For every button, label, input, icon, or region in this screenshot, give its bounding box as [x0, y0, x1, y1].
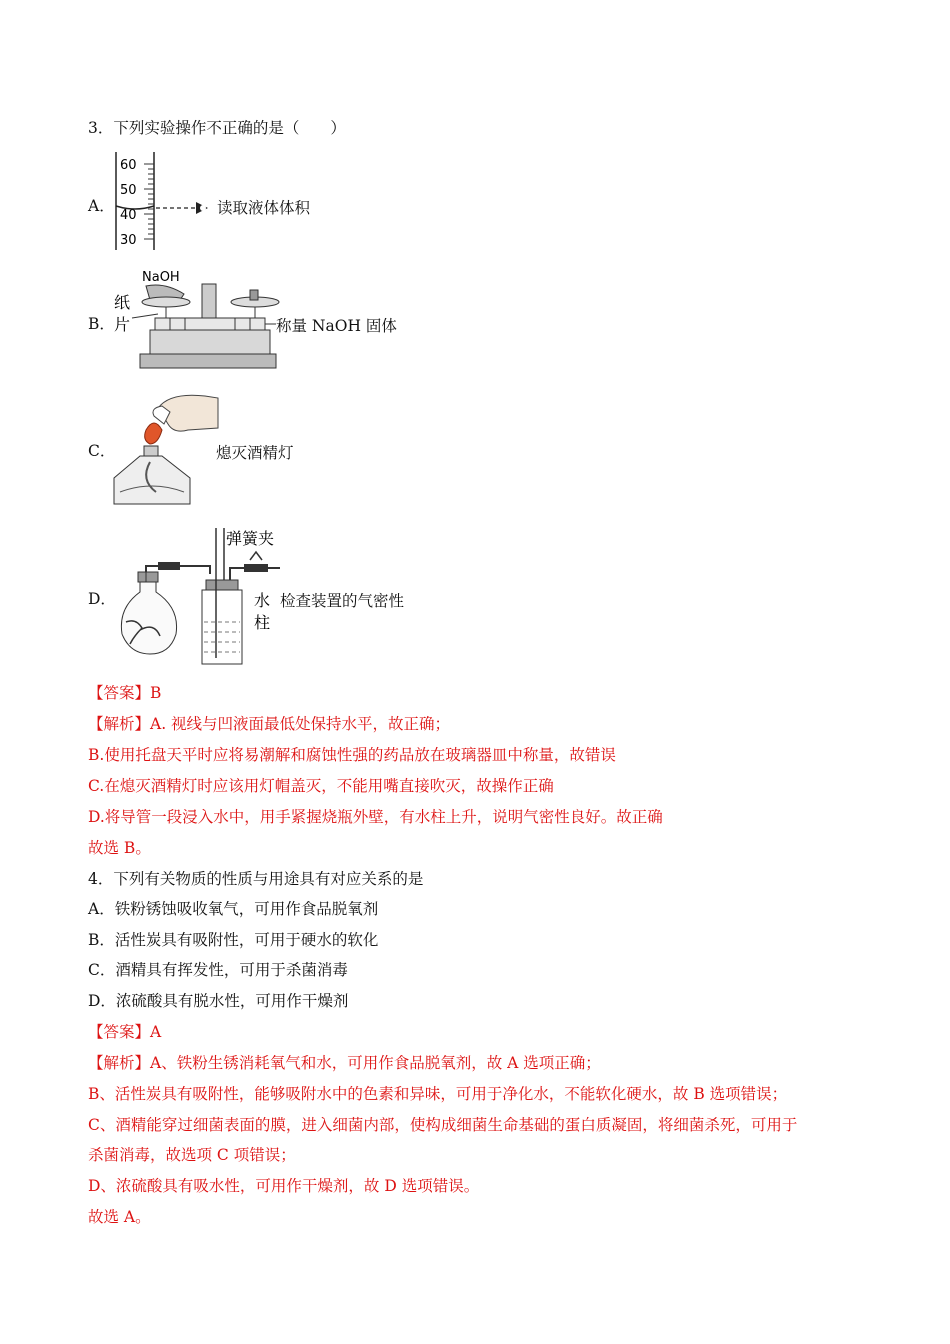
- q3-explanation-5: 故选 B。: [88, 839, 151, 857]
- q3-option-d-caption: 检查装置的气密性: [280, 592, 405, 610]
- q4-answer: 【答案】A: [88, 1023, 162, 1041]
- q4-explanation-2: B、活性炭具有吸附性，能够吸附水中的色素和异味，可用于净化水，不能软化硬水，故 B 选项错误；: [88, 1085, 788, 1103]
- scale-40: 40: [120, 208, 137, 223]
- q3-option-b-caption: 称量 NaOH 固体: [276, 317, 397, 335]
- airtightness-figure: [110, 524, 290, 670]
- q3-option-d-letter: D．: [88, 590, 116, 608]
- graduated-cylinder-figure: [110, 150, 220, 254]
- q4-option-a: A．铁粉锈蚀吸收氧气，可用作食品脱氧剂: [88, 900, 379, 918]
- alcohol-lamp-figure: [110, 388, 220, 512]
- q4-stem: 4．下列有关物质的性质与用途具有对应关系的是: [88, 870, 424, 888]
- q3-answer: 【答案】B: [88, 684, 162, 702]
- q3-option-b-letter: B．: [88, 315, 115, 333]
- q4-explanation-6: 故选 A。: [88, 1208, 151, 1226]
- q4-explanation-5: D、浓硫酸具有吸水性，可用作干燥剂，故 D 选项错误。: [88, 1177, 480, 1195]
- water-label-2: 柱: [254, 613, 271, 632]
- q4-explanation-3: C、酒精能穿过细菌表面的膜，进入细菌内部，使构成细菌生命基础的蛋白质凝固，将细菌杀死，可用于: [88, 1116, 798, 1134]
- q4-option-d: D．浓硫酸具有脱水性，可用作干燥剂: [88, 992, 349, 1010]
- q3-stem: 3．下列实验操作不正确的是（ ）: [88, 119, 346, 137]
- q3-explanation-4: D.将导管一段浸入水中，用手紧握烧瓶外壁，有水柱上升，说明气密性良好。故正确: [88, 808, 663, 826]
- q3-explanation-1: 【解析】A. 视线与凹液面最低处保持水平，故正确；: [88, 715, 451, 733]
- q3-explanation-2: B.使用托盘天平时应将易潮解和腐蚀性强的药品放在玻璃器皿中称量，故错误: [88, 746, 616, 764]
- water-label-1: 水: [254, 591, 271, 610]
- clip-label: 弹簧夹: [226, 529, 275, 548]
- q3-explanation-3: C.在熄灭酒精灯时应该用灯帽盖灭，不能用嘴直接吹灭，故操作正确: [88, 777, 554, 795]
- paper-label-1: 纸: [114, 293, 131, 312]
- q3-option-c-letter: C．: [88, 442, 116, 460]
- q3-option-a-caption: 读取液体体积: [217, 199, 311, 217]
- q4-explanation-4: 杀菌消毒，故选项 C 项错误；: [88, 1146, 296, 1164]
- naoh-label: NaOH: [142, 270, 180, 285]
- q3-option-a-letter: A．: [88, 197, 115, 215]
- scale-30: 30: [120, 233, 137, 248]
- q4-explanation-1: 【解析】A、铁粉生锈消耗氧气和水，可用作食品脱氧剂，故 A 选项正确；: [88, 1054, 601, 1072]
- scale-60: 60: [120, 158, 137, 173]
- q4-option-b: B．活性炭具有吸附性，可用于硬水的软化: [88, 931, 379, 949]
- q4-option-c: C．酒精具有挥发性，可用于杀菌消毒: [88, 961, 348, 979]
- paper-label-2: 片: [114, 315, 131, 334]
- scale-50: 50: [120, 183, 137, 198]
- balance-figure: [110, 264, 280, 376]
- q3-option-c-caption: 熄灭酒精灯: [216, 444, 294, 462]
